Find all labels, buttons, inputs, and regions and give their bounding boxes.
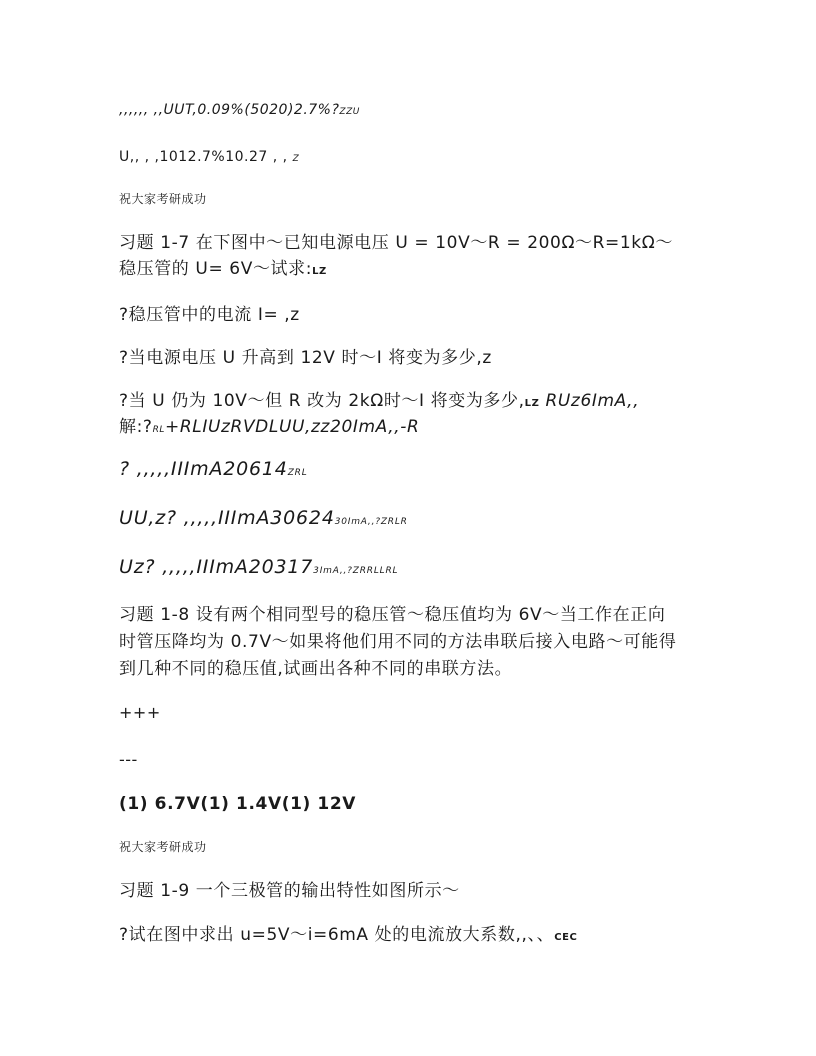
- solution-start: [119, 412, 419, 437]
- question-2: ?当电源电压 U 升高到 12V 时～I 将变为多少,z: [119, 348, 492, 368]
- answer-1-8: (1) 6.7V(1) 1.4V(1) 12V: [119, 794, 357, 814]
- footer-blessing-1: 祝大家考研成功: [119, 192, 207, 206]
- line-subscript: 30ImA,,?ZRLR: [334, 517, 408, 527]
- minus-signs: ---: [119, 750, 138, 769]
- line-text: ?试在图中求出 u=5V～i=6mA 处的电流放大系数,,、、: [119, 925, 555, 945]
- plus-signs: +++: [119, 703, 161, 722]
- line-text: Uz? ,,,,,IIImA20317: [119, 556, 314, 578]
- problem-1-9: 习题 1-9 一个三极管的输出特性如图所示～: [119, 881, 460, 901]
- line-subscript: ZZU: [339, 107, 360, 117]
- text-line-2: [119, 149, 299, 165]
- problem-1-7-line-1: 习题 1-7 在下图中～已知电源电压 U = 10V～R = 200Ω～R=1kΩ～: [119, 233, 673, 253]
- line-tail: RUz6ImA,,: [539, 391, 640, 411]
- line-text: UU,z? ,,,,,IIImA30624: [119, 507, 335, 529]
- line-subscript: Z: [292, 154, 300, 164]
- text-line-1: [119, 102, 360, 118]
- line-text: ?当 U 仍为 10V～但 R 改为 2kΩ时～I 将变为多少,: [119, 391, 525, 411]
- footer-blessing-2: 祝大家考研成功: [119, 840, 207, 854]
- question-3: [119, 386, 639, 411]
- line-text: ,,,,,, ,,UUT,0.09%(5020)2.7%?: [119, 102, 340, 118]
- problem-1-8-line-2: 时管压降均为 0.7V～如果将他们用不同的方法串联后接入电路～可能得: [119, 632, 677, 652]
- equation-3: [119, 556, 398, 578]
- line-text: 解:?: [119, 417, 153, 437]
- question-1-9: [119, 920, 578, 945]
- equation-1: [119, 458, 308, 480]
- problem-1-7-line-2: [119, 254, 327, 279]
- line-subscript: ZRL: [287, 468, 308, 478]
- line-subscript: LZ: [524, 398, 540, 409]
- question-1: ?稳压管中的电流 I= ,z: [119, 305, 300, 325]
- line-subscript: CEC: [554, 932, 578, 943]
- line-subscript: LZ: [312, 266, 327, 277]
- line-text: ? ,,,,,IIImA20614: [119, 458, 288, 480]
- line-text: 稳压管的 U= 6V～试求:: [119, 259, 313, 279]
- line-text: U,, , ,1012.7%10.27 , ,: [119, 149, 288, 165]
- line-subscript: 3ImA,,?ZRRLLRL: [313, 566, 399, 576]
- equation-2: [119, 507, 408, 529]
- problem-1-8-line-1: 习题 1-8 设有两个相同型号的稳压管～稳压值均为 6V～当工作在正向: [119, 605, 666, 625]
- line-tail: +RLIUzRVDLUU,zz20ImA,,-R: [165, 417, 420, 437]
- line-subscript: RL: [152, 425, 166, 435]
- problem-1-8-line-3: 到几种不同的稳压值,试画出各种不同的串联方法。: [119, 659, 513, 679]
